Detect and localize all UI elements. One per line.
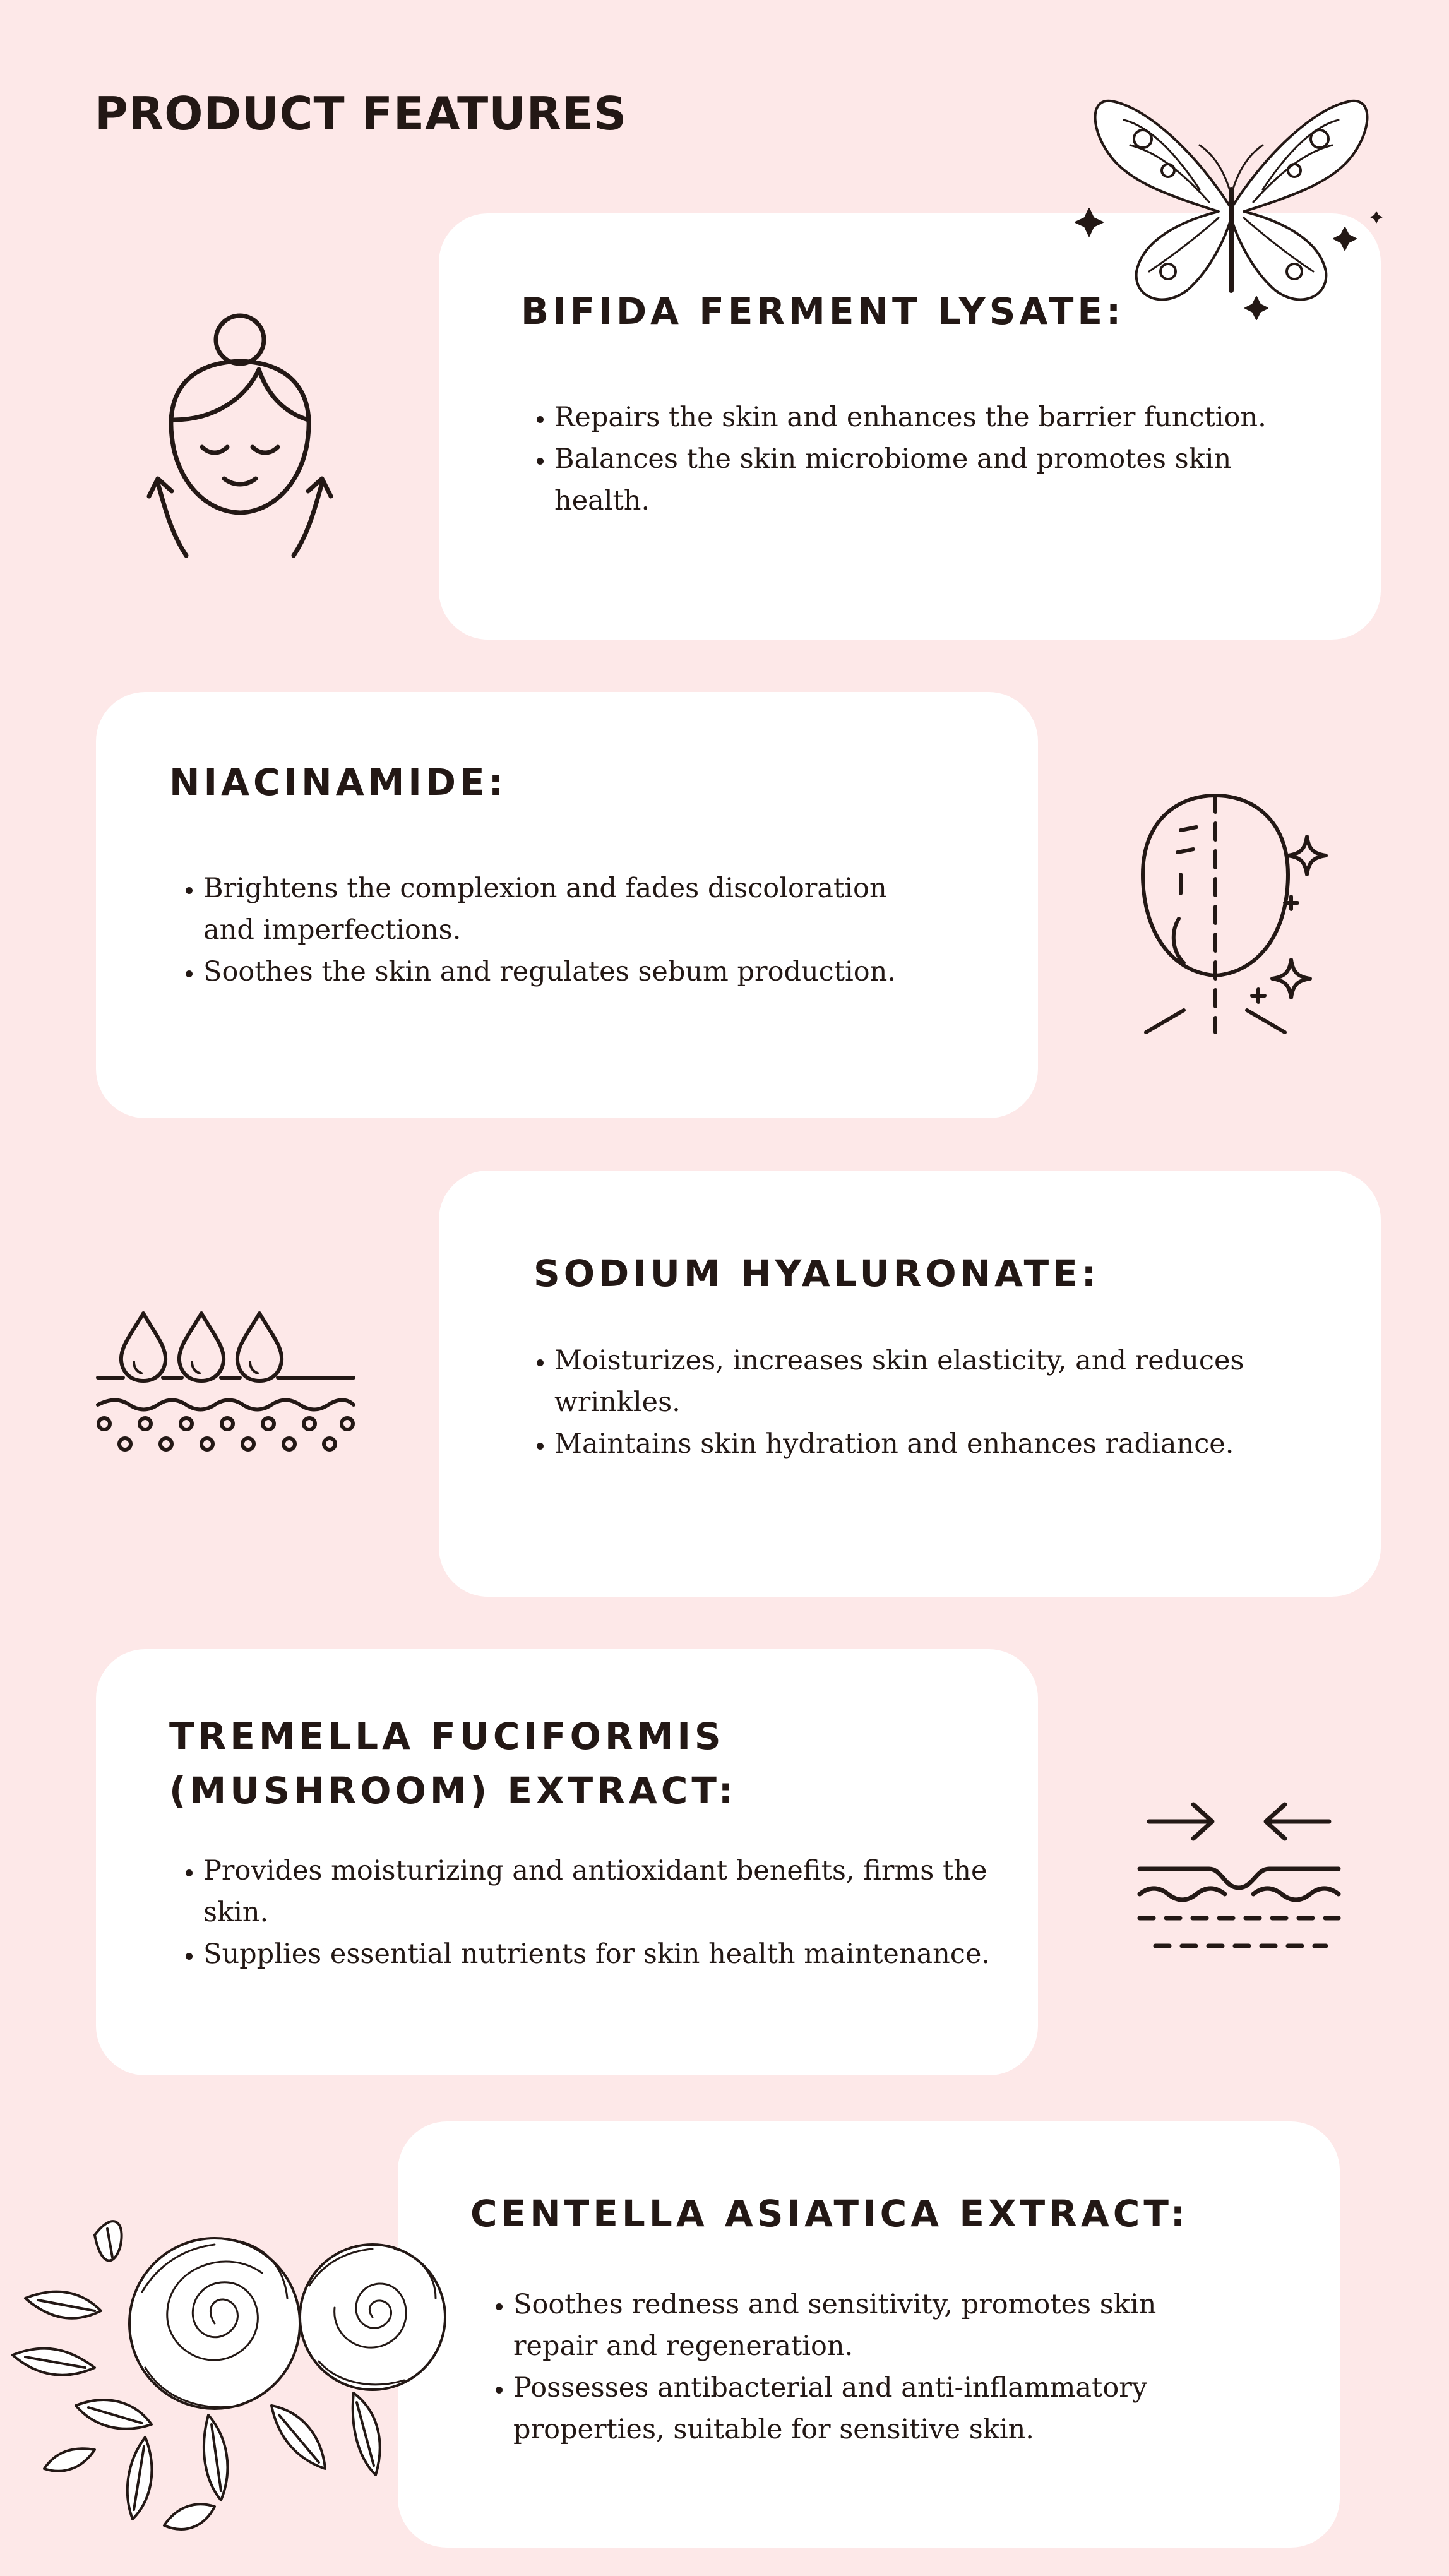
skin-hydration-drops-icon — [95, 1310, 360, 1462]
feature-card-sodium-hyaluronate — [439, 1171, 1381, 1597]
feature-bullet: • Soothes the skin and regulates sebum production. — [203, 951, 929, 993]
feature-bullet: • Maintains skin hydration and enhances radiance. — [554, 1423, 1312, 1465]
feature-bullets — [175, 868, 929, 993]
feature-bullet: • Repairs the skin and enhances the barrier function. — [554, 397, 1312, 438]
face-sparkle-icon — [1133, 792, 1335, 1039]
feature-title: NIACINAMIDE: — [169, 761, 507, 804]
feature-bullet: • Brightens the complexion and fades discoloration and imperfections. — [203, 868, 929, 951]
feature-card-tremella — [96, 1649, 1038, 2075]
feature-bullet: • Possesses antibacterial and anti-inflammatory properties, suitable for sensitive skin. — [513, 2367, 1220, 2450]
feature-bullet: • Balances the skin microbiome and promotes skin health. — [554, 438, 1312, 522]
feature-bullets — [485, 2284, 1220, 2450]
feature-bullet: • Supplies essential nutrients for skin health maintenance. — [203, 1933, 993, 1975]
feature-bullets — [175, 1850, 993, 1975]
page-title: PRODUCT FEATURES — [95, 87, 628, 140]
feature-bullet: • Provides moisturizing and antioxidant benefits, firms the skin. — [203, 1850, 993, 1933]
skin-firming-arrows-icon — [1136, 1799, 1342, 1957]
feature-title: SODIUM HYALURONATE: — [534, 1252, 1100, 1295]
feature-title: BIFIDA FERMENT LYSATE: — [521, 290, 1125, 333]
feature-title: CENTELLA ASIATICA EXTRACT: — [470, 2192, 1189, 2235]
face-massage-icon — [139, 309, 341, 562]
feature-bullets — [526, 397, 1312, 522]
feature-bullets — [526, 1340, 1312, 1465]
feature-bullet: • Soothes redness and sensitivity, promotes skin repair and regeneration. — [513, 2284, 1220, 2367]
ornate-butterfly-illustration — [1073, 82, 1389, 347]
rose-flowers-illustration — [0, 2197, 461, 2551]
feature-bullet: • Moisturizes, increases skin elasticity, and reduces wrinkles. — [554, 1340, 1312, 1423]
feature-card-centella — [398, 2121, 1340, 2548]
feature-title: TREMELLA FUCIFORMIS (MUSHROOM) EXTRACT: — [169, 1715, 737, 1812]
feature-card-niacinamide — [96, 692, 1038, 1118]
